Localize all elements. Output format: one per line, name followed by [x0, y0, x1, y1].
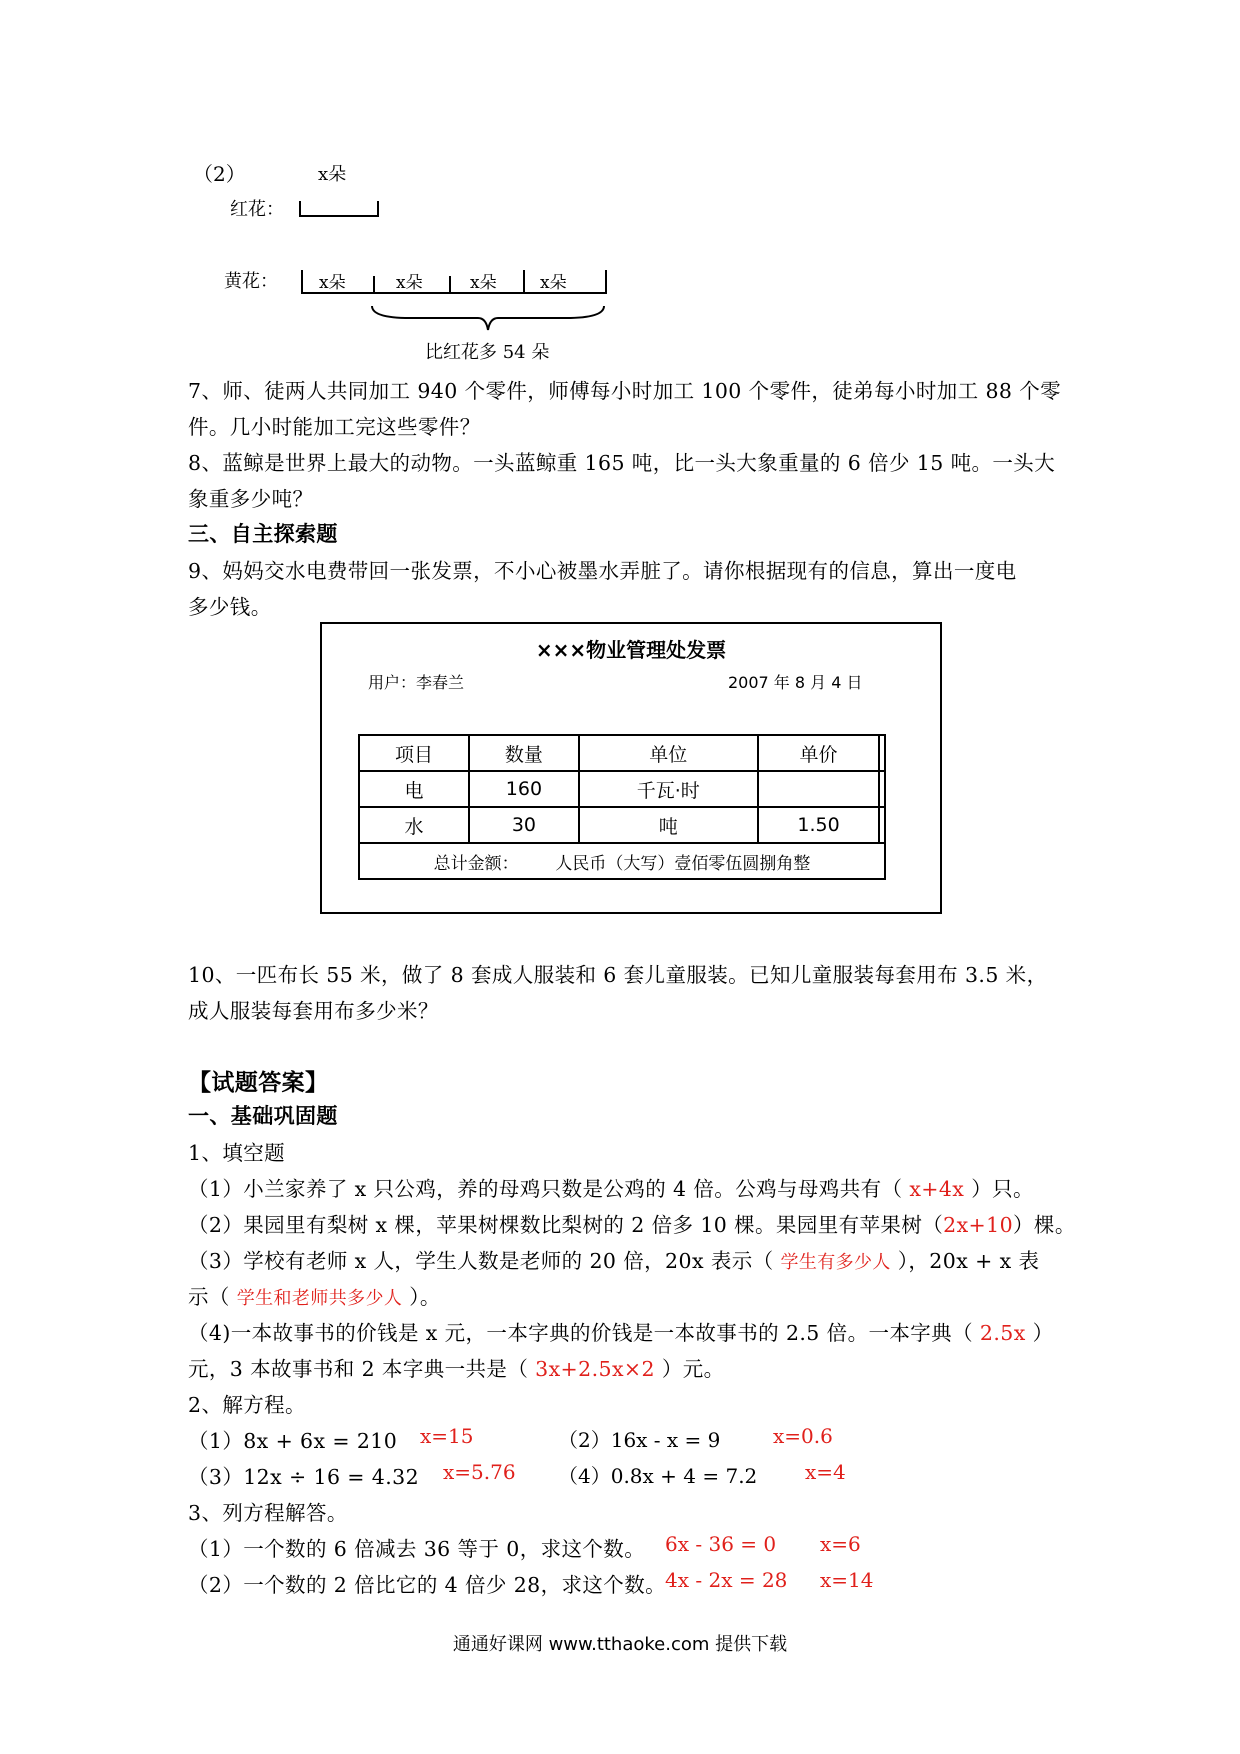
yellow-flower-label: 黄花：: [224, 271, 278, 292]
diagram-number: （2）: [193, 162, 246, 186]
table-header-cell: 数量: [469, 735, 579, 771]
table-header-cell: 单位: [579, 735, 758, 771]
table-cell: 30: [469, 807, 579, 843]
answers-title: 【试题答案】: [188, 1070, 329, 1096]
answer-3-1: （1）一个数的 6 倍减去 36 等于 0，求这个数。: [188, 1537, 646, 1561]
answer-value: 3x+2.5x×2: [535, 1357, 655, 1381]
total-label: 总计金额：: [433, 853, 519, 874]
answer-text: 元，3 本故事书和 2 本字典一共是（: [188, 1357, 536, 1381]
answer-value: 学生和老师共多少人: [236, 1288, 403, 1309]
answer-text: （4)一本故事书的价钱是 x 元，一本字典的价钱是一本故事书的 2.5 倍。一本字典（: [188, 1321, 980, 1345]
table-cell: [758, 771, 880, 807]
answers-sub-1: 1、填空题: [188, 1141, 286, 1165]
total-value: 人民币（大写）壹佰零伍圆捌角整: [555, 853, 811, 874]
table-header-cell: 项目: [359, 735, 469, 771]
question-8-line1: 8、蓝鲸是世界上最大的动物。一头蓝鲸重 165 吨，比一头大象重量的 6 倍少 15 吨。一头大: [188, 451, 1056, 475]
answer-text: ）只。: [964, 1177, 1034, 1201]
equation-2-answer: x=0.6: [773, 1424, 833, 1448]
segment-label: x朵: [540, 273, 567, 293]
answer-value: 2x+10: [943, 1213, 1014, 1237]
answer-text: ）棵。: [1013, 1213, 1076, 1237]
table-cell: 水: [359, 807, 469, 843]
question-10-line1: 10、一匹布长 55 米，做了 8 套成人服装和 6 套儿童服装。已知儿童服装每套用布 3.5 米，: [188, 963, 1048, 987]
table-header-cell: 单价: [758, 735, 880, 771]
table-total-row: [359, 843, 885, 879]
answers-section-1: 一、基础巩固题: [188, 1104, 338, 1128]
equation-3-answer: x=5.76: [443, 1460, 516, 1484]
brace-label: 比红花多 54 朵: [425, 342, 550, 363]
question-9-line1: 9、妈妈交水电费带回一张发票，不小心被墨水弄脏了。请你根据现有的信息，算出一度电: [188, 559, 1017, 583]
answer-text: ）元。: [654, 1357, 725, 1381]
segment-divider: [373, 276, 375, 292]
answer-text: （3）学校有老师 x 人，学生人数是老师的 20 倍，20x 表示（: [188, 1249, 781, 1273]
answer-text: ）: [1025, 1321, 1054, 1345]
page-footer: 通通好课网 www.tthaoke.com 提供下载: [452, 1634, 788, 1655]
table-cell: 1.50: [758, 807, 880, 843]
answer-3-2-value: x=14: [820, 1568, 874, 1592]
answer-3-1-value: x=6: [820, 1532, 861, 1556]
answer-1-2: [188, 1208, 1076, 1238]
equation-4-answer: x=4: [805, 1460, 846, 1484]
answer-value: x+4x: [909, 1177, 965, 1201]
question-7-line2: 件。几小时能加工完这些零件？: [188, 415, 481, 439]
table-cell: 160: [469, 771, 579, 807]
answer-1-4: [188, 1316, 1053, 1346]
invoice-date: 2007 年 8 月 4 日: [728, 673, 863, 692]
question-8-line2: 象重多少吨？: [188, 487, 314, 511]
red-flower-label: 红花：: [230, 199, 284, 220]
red-flower-bar: [299, 201, 379, 217]
segment-label: x朵: [396, 273, 423, 293]
table-cell: 千瓦·时: [579, 771, 758, 807]
table-header-cell: [879, 735, 885, 771]
answers-sub-3: 3、列方程解答。: [188, 1501, 348, 1525]
red-flower-quantity: x朵: [318, 164, 347, 185]
equation-2: （2）16x - x = 9: [558, 1428, 721, 1452]
equation-3: （3）12x ÷ 16 = 4.32: [188, 1465, 420, 1489]
segment-label: x朵: [319, 273, 346, 293]
table-cell: 电: [359, 771, 469, 807]
table-row: [359, 807, 885, 843]
answer-text: ）。: [402, 1285, 441, 1309]
brace: [370, 304, 606, 334]
answer-1-1: [188, 1172, 1034, 1202]
answer-3-2: （2）一个数的 2 倍比它的 4 倍少 28，求这个数。: [188, 1573, 666, 1597]
table-row: [359, 771, 885, 807]
table-header-row: [359, 735, 885, 771]
equation-1: （1）8x + 6x = 210: [188, 1429, 398, 1453]
question-10-line2: 成人服装每套用布多少米？: [188, 999, 439, 1023]
equation-1-answer: x=15: [420, 1424, 474, 1448]
table-cell: [879, 771, 885, 807]
answers-sub-2: 2、解方程。: [188, 1393, 306, 1417]
invoice-user: 用户：李春兰: [368, 673, 465, 692]
answer-text: ），20x + x 表: [890, 1249, 1040, 1273]
question-9-line2: 多少钱。: [188, 595, 272, 619]
answer-1-3: [188, 1244, 1039, 1274]
question-7-line1: 7、师、徒两人共同加工 940 个零件，师傅每小时加工 100 个零件，徒弟每小时加工 88 个零: [188, 379, 1062, 403]
answer-text: （1）小兰家养了 x 只公鸡，养的母鸡只数是公鸡的 4 倍。公鸡与母鸡共有（: [188, 1177, 910, 1201]
invoice-table: [358, 734, 886, 880]
segment-divider: [449, 276, 451, 292]
answer-3-2-equation: 4x - 2x = 28: [665, 1568, 788, 1592]
answer-1-4-cont: [188, 1352, 725, 1382]
table-cell: 吨: [579, 807, 758, 843]
segment-divider: [523, 270, 525, 292]
table-cell: [879, 807, 885, 843]
answer-3-1-equation: 6x - 36 = 0: [665, 1532, 777, 1556]
answer-value: 学生有多少人: [780, 1252, 891, 1273]
answer-1-3-cont: [188, 1280, 441, 1310]
section-3-heading: 三、自主探索题: [188, 522, 338, 546]
answer-text: 示（: [188, 1285, 237, 1309]
answer-text: （2）果园里有梨树 x 棵，苹果树棵数比梨树的 2 倍多 10 棵。果园里有苹果树（: [188, 1213, 944, 1237]
answer-value: 2.5x: [979, 1321, 1026, 1345]
invoice: [320, 622, 942, 914]
total-cell: [359, 843, 885, 879]
invoice-title: ×××物业管理处发票: [535, 638, 727, 662]
segment-label: x朵: [470, 273, 497, 293]
equation-4: （4）0.8x + 4 = 7.2: [558, 1464, 758, 1488]
